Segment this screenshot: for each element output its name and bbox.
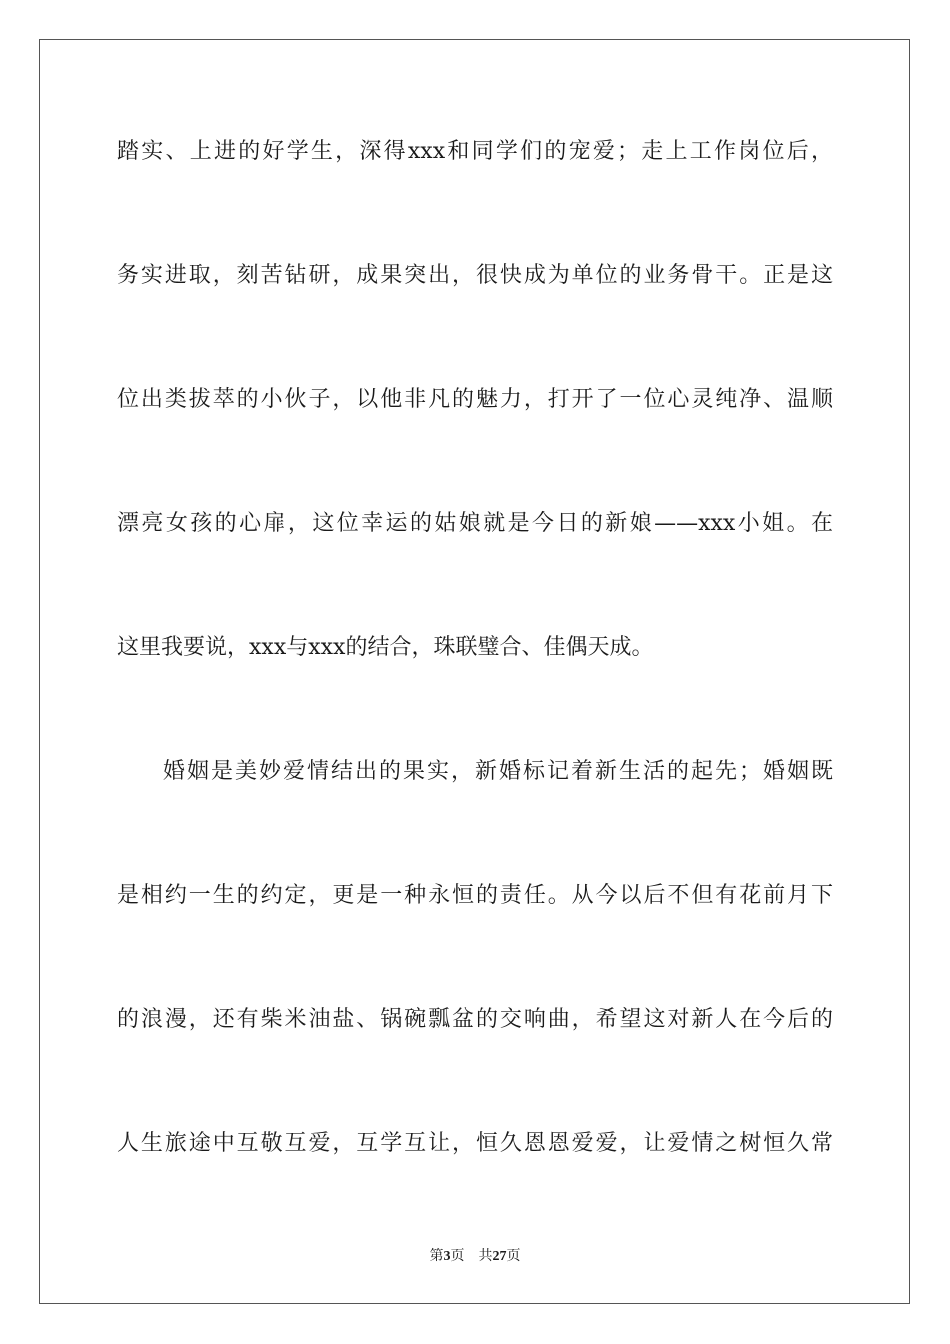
paragraph-line-4: 漂亮女孩的心扉，这位幸运的姑娘就是今日的新娘——xxx小姐。在	[117, 511, 833, 536]
footer-page-suffix: 页	[450, 1248, 465, 1264]
footer-page-number: 3	[443, 1249, 451, 1264]
paragraph-line-6: 婚姻是美妙爱情结出的果实，新婚标记着新生活的起先；婚姻既	[163, 759, 833, 784]
footer-total-pages: 27	[492, 1249, 507, 1264]
page-footer	[0, 1247, 950, 1266]
paragraph-line-5: 这里我要说，xxx与xxx的结合，珠联璧合、佳偶天成。	[117, 635, 654, 660]
paragraph-line-2: 务实进取，刻苦钻研，成果突出，很快成为单位的业务骨干。正是这	[117, 263, 833, 288]
paragraph-line-9: 人生旅途中互敬互爱，互学互让，恒久恩恩爱爱，让爱情之树恒久常	[117, 1131, 833, 1156]
paragraph-line-8: 的浪漫，还有柴米油盐、锅碗瓢盆的交响曲，希望这对新人在今后的	[117, 1007, 833, 1032]
footer-total-prefix: 共	[478, 1248, 493, 1264]
paragraph-line-1: 踏实、上进的好学生，深得xxx和同学们的宠爱；走上工作岗位后，	[117, 139, 833, 164]
page-frame	[39, 39, 910, 1304]
footer-total-suffix: 页	[506, 1248, 521, 1264]
paragraph-line-7: 是相约一生的约定，更是一种永恒的责任。从今以后不但有花前月下	[117, 883, 833, 908]
paragraph-line-3: 位出类拔萃的小伙子，以他非凡的魅力，打开了一位心灵纯净、温顺	[117, 387, 833, 412]
footer-page-prefix: 第	[429, 1248, 444, 1264]
